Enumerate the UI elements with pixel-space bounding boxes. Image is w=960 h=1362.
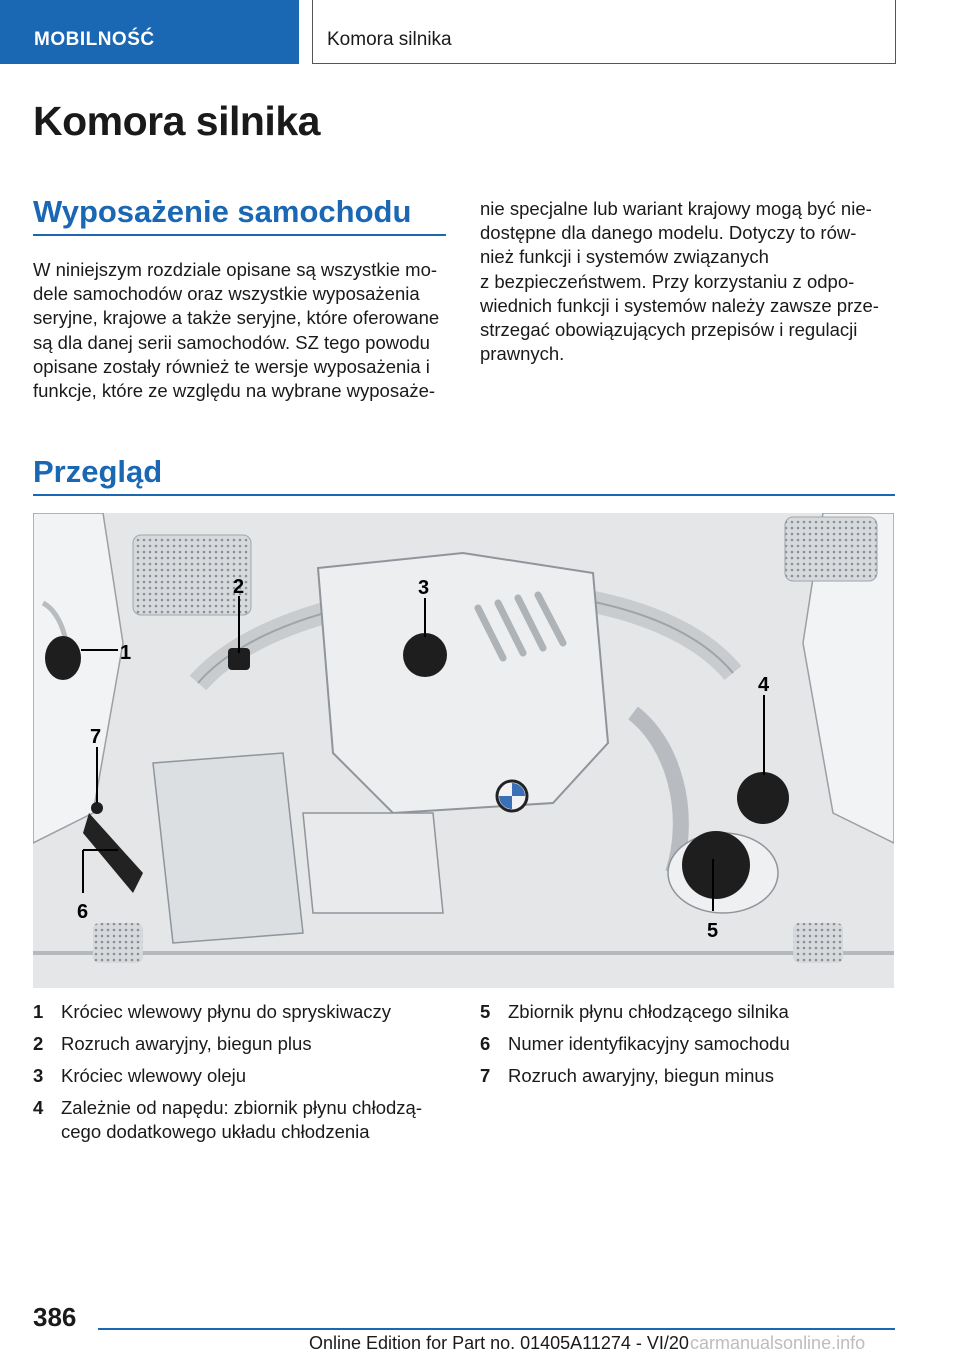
- engine-bay-illustration: [33, 513, 894, 988]
- watermark: carmanualsonline.info: [690, 1333, 866, 1353]
- callout-1: 1: [120, 642, 132, 664]
- paragraph-line: dele samochodów oraz wszystkie wyposażenia: [33, 283, 420, 305]
- header-chapter-box: Komora silnika: [312, 0, 896, 64]
- equipment-paragraph-col1: [33, 258, 439, 403]
- legend-left: [33, 1000, 422, 1152]
- paragraph-line: wiednich funkcji i systemów należy zawsze prze‐: [480, 294, 879, 316]
- legend-text: Króciec wlewowy płynu do spryskiwaczy: [61, 1001, 392, 1022]
- legend-number: 2: [33, 1033, 44, 1054]
- callout-6: 6: [77, 901, 89, 923]
- page-number: 386: [33, 1302, 77, 1332]
- section-heading-equipment: Wyposażenie samochodu: [33, 194, 412, 229]
- header-section-tab: MOBILNOŚĆ: [0, 0, 299, 64]
- legend-number: 5: [480, 1001, 491, 1022]
- paragraph-line: nież funkcji i systemów związanych: [480, 246, 769, 268]
- paragraph-line: z bezpieczeństwem. Przy korzystaniu z odpo‐: [480, 270, 855, 292]
- paragraph-line: opisane zostały również te wersje wyposażenia i: [33, 355, 430, 377]
- paragraph-line: dostępne dla danego modelu. Dotyczy to rów‐: [480, 222, 857, 244]
- footer-edition: Online Edition for Part no. 01405A11274 - VI/20: [309, 1333, 689, 1353]
- paragraph-line: strzegać obowiązujących przepisów i regulacji: [480, 319, 858, 341]
- legend-number: 6: [480, 1033, 491, 1054]
- callout-3: 3: [418, 577, 430, 599]
- legend-text: Rozruch awaryjny, biegun minus: [508, 1065, 774, 1086]
- legend-text: Numer identyfikacyjny samochodu: [508, 1033, 790, 1054]
- section-heading-overview: Przegląd: [33, 454, 163, 489]
- legend-item: [480, 1032, 790, 1056]
- section-rule-equipment: [33, 234, 446, 236]
- paragraph-line: nie specjalne lub wariant krajowy mogą być nie‐: [480, 198, 872, 219]
- footer-rule: [98, 1328, 895, 1330]
- page-title: Komora silnika: [33, 98, 320, 144]
- legend-item: [33, 1000, 422, 1024]
- legend-right: [480, 1000, 790, 1096]
- legend-item: [33, 1032, 422, 1056]
- callout-2: 2: [233, 576, 245, 598]
- paragraph-line: są dla danej serii samochodów. SZ tego powodu: [33, 331, 430, 353]
- callout-5: 5: [707, 920, 719, 942]
- paragraph-line: prawnych.: [480, 343, 565, 365]
- legend-text: cego dodatkowego układu chłodzenia: [61, 1121, 370, 1142]
- legend-number: 1: [33, 1001, 44, 1022]
- legend-text: Zbiornik płynu chłodzącego silnika: [508, 1001, 789, 1022]
- callout-4: 4: [758, 674, 770, 696]
- legend-number: 7: [480, 1065, 491, 1086]
- paragraph-line: seryjne, krajowe a także seryjne, które oferowane: [33, 307, 440, 329]
- legend-item: [480, 1064, 790, 1088]
- equipment-paragraph-col2: [480, 197, 879, 366]
- callout-7: 7: [90, 726, 102, 748]
- legend-number: 4: [33, 1097, 44, 1118]
- legend-text: Zależnie od napędu: zbiornik płynu chłodzą‐: [61, 1097, 422, 1118]
- section-rule-overview: [33, 494, 895, 496]
- legend-item: [480, 1000, 790, 1024]
- paragraph-line: funkcje, które ze względu na wybrane wyposaże‐: [33, 380, 436, 402]
- legend-text: Rozruch awaryjny, biegun plus: [61, 1033, 312, 1054]
- legend-number: 3: [33, 1065, 44, 1086]
- legend-item: [33, 1096, 422, 1144]
- legend-text: Króciec wlewowy oleju: [61, 1065, 247, 1086]
- legend-item: [33, 1064, 422, 1088]
- paragraph-line: W niniejszym rozdziale opisane są wszystkie mo‐: [33, 259, 438, 280]
